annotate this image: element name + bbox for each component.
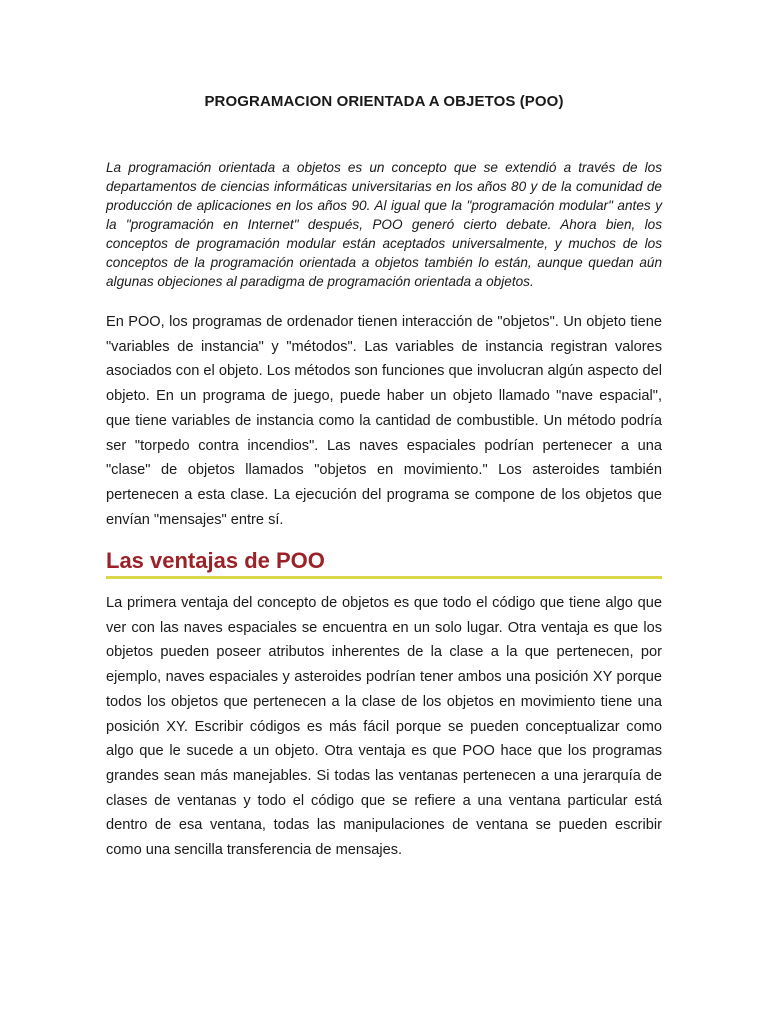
intro-paragraph: La programación orientada a objetos es un concepto que se extendió a través de los departamentos de ciencias informáticas universitarias en los años 80 y de la comunidad de producción de aplicaciones en los años 90. Al igual que la "programación modular" antes y la "programación en Internet" después, POO generó cierto debate. Ahora bien, los conceptos de programación modular están aceptados universalmente, y muchos de los conceptos de la programación orientada a objetos también lo están, aunque quedan aún algunas objeciones al paradigma de programación orientada a objetos.: [106, 160, 662, 289]
body-paragraph-1: En POO, los programas de ordenador tienen interacción de "objetos". Un objeto tiene "variables de instancia" y "métodos". Las variables de instancia registran valores asociados con el objeto. Los métodos son funciones que involucran algún aspecto del objeto. En un programa de juego, puede haber un objeto llamado "nave espacial", que tiene variables de instancia como la cantidad de combustible. Un método podría ser "torpedo contra incendios". Las naves espaciales podrían pertenecer a una "clase" de objetos llamados "objetos en movimiento." Los asteroides también pertenecen a esta clase. La ejecución del programa se compone de los objetos que envían "mensajes" entre sí.: [106, 314, 662, 528]
body-paragraph-2: La primera ventaja del concepto de objetos es que todo el código que tiene algo que ver con las naves espaciales se encuentra en un solo lugar. Otra ventaja es que los objetos pueden poseer atributos inherentes de la clase a la que pertenecen, por ejemplo, naves espaciales y asteroides podrían tener ambos una posición XY porque todos los objetos que pertenecen a la clase de los objetos en movimiento tiene una posición XY. Escribir códigos es más fácil porque se pueden conceptualizar como algo que le sucede a un objeto. Otra ventaja es que POO hace que los programas grandes sean más manejables. Si todas las ventanas pertenecen a una jerarquía de clases de ventanas y todo el código que se refiere a una ventana particular está dentro de esa ventana, todas las manipulaciones de ventana se pueden escribir como una sencilla transferencia de mensajes.: [106, 595, 662, 859]
section-heading: Las ventajas de POO: [106, 548, 325, 573]
section-divider: [106, 576, 662, 579]
document-title: PROGRAMACION ORIENTADA A OBJETOS (POO): [204, 93, 564, 110]
